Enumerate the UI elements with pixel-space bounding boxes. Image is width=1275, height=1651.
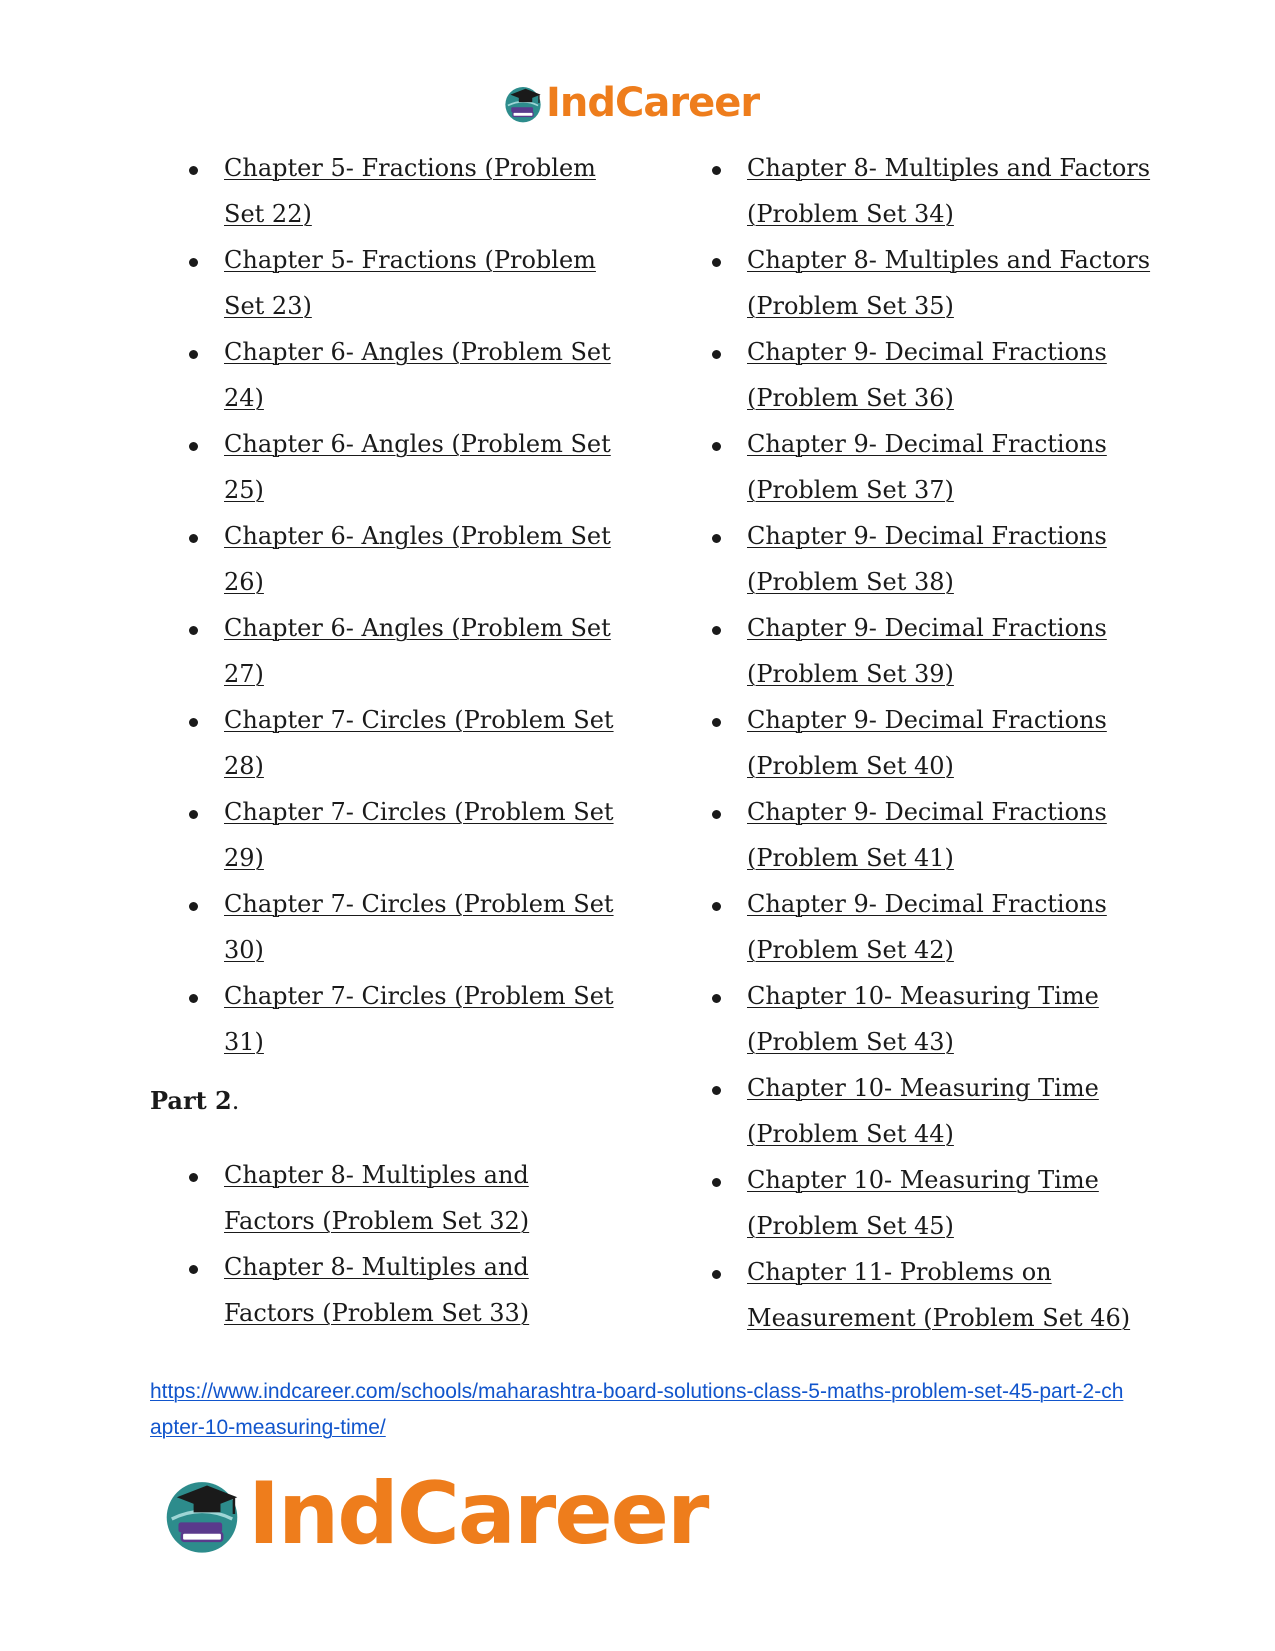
- bullet-icon: [189, 902, 198, 911]
- list-item: [703, 881, 1162, 973]
- chapter-link[interactable]: Chapter 9- Decimal Fractions (Problem Set 36): [747, 338, 1107, 412]
- list-item: [180, 605, 619, 697]
- list-item: [180, 973, 619, 1065]
- bullet-icon: [189, 810, 198, 819]
- chapter-link[interactable]: Chapter 8- Multiples and Factors (Problem Set 34): [747, 154, 1151, 228]
- chapter-link[interactable]: Chapter 9- Decimal Fractions (Problem Set 38): [747, 522, 1107, 596]
- bullet-icon: [712, 810, 721, 819]
- chapter-link[interactable]: Chapter 7- Circles (Problem Set 31): [224, 982, 614, 1056]
- chapter-link[interactable]: Chapter 10- Measuring Time (Problem Set 44): [747, 1074, 1099, 1148]
- list-item: [703, 789, 1162, 881]
- list-item: [703, 421, 1162, 513]
- bullet-icon: [189, 534, 198, 543]
- bullet-icon: [189, 994, 198, 1003]
- list-item: [703, 237, 1162, 329]
- part-2-heading-suffix: .: [231, 1087, 240, 1115]
- bullet-icon: [712, 902, 721, 911]
- chapter-link[interactable]: Chapter 9- Decimal Fractions (Problem Set 41): [747, 798, 1107, 872]
- list-item: [180, 789, 619, 881]
- source-url-link[interactable]: https://www.indcareer.com/schools/maharashtra-board-solutions-class-5-maths-problem-set-45-part-2-chapter-10-measuring-time/: [150, 1380, 1124, 1439]
- bullet-icon: [712, 534, 721, 543]
- bullet-icon: [189, 1173, 198, 1182]
- list-item: [703, 1249, 1162, 1341]
- list-item: [180, 1152, 620, 1244]
- list-item: [703, 513, 1162, 605]
- chapter-link[interactable]: Chapter 6- Angles (Problem Set 25): [224, 430, 611, 504]
- chapter-link[interactable]: Chapter 7- Circles (Problem Set 28): [224, 706, 614, 780]
- logo-text: IndCareer: [248, 1464, 708, 1564]
- bullet-icon: [712, 258, 721, 267]
- chapter-link[interactable]: Chapter 9- Decimal Fractions (Problem Set 42): [747, 890, 1107, 964]
- list-item: [703, 329, 1162, 421]
- bullet-icon: [712, 1086, 721, 1095]
- graduation-cap-books-globe-icon: [502, 82, 544, 124]
- chapter-link[interactable]: Chapter 6- Angles (Problem Set 26): [224, 522, 611, 596]
- bullet-icon: [712, 166, 721, 175]
- part-2-heading: [150, 1086, 239, 1116]
- bullet-icon: [712, 1270, 721, 1279]
- footer-logo: [160, 1466, 707, 1562]
- bullet-icon: [712, 350, 721, 359]
- chapter-link[interactable]: Chapter 5- Fractions (Problem Set 22): [224, 154, 596, 228]
- chapter-link[interactable]: Chapter 10- Measuring Time (Problem Set 43): [747, 982, 1099, 1056]
- list-item: [180, 513, 619, 605]
- bullet-icon: [712, 626, 721, 635]
- bullet-icon: [712, 442, 721, 451]
- list-item: [703, 1157, 1162, 1249]
- list-item: [180, 145, 619, 237]
- part-2-section: [180, 1152, 620, 1336]
- bullet-icon: [189, 166, 198, 175]
- left-chapter-list: [180, 145, 620, 1065]
- list-item: [703, 973, 1162, 1065]
- chapter-link[interactable]: Chapter 7- Circles (Problem Set 30): [224, 890, 614, 964]
- bullet-icon: [712, 718, 721, 727]
- bullet-icon: [189, 718, 198, 727]
- list-item: [180, 881, 619, 973]
- list-item: [703, 605, 1162, 697]
- chapter-link[interactable]: Chapter 10- Measuring Time (Problem Set 45): [747, 1166, 1099, 1240]
- chapter-link[interactable]: Chapter 8- Multiples and Factors (Problem Set 33): [224, 1253, 530, 1327]
- chapter-link[interactable]: Chapter 6- Angles (Problem Set 24): [224, 338, 611, 412]
- list-item: [703, 145, 1162, 237]
- list-item: [180, 697, 619, 789]
- part-2-heading-text: Part 2: [150, 1086, 232, 1115]
- source-url-block: [150, 1374, 1130, 1446]
- chapter-link[interactable]: Chapter 9- Decimal Fractions (Problem Set 39): [747, 614, 1107, 688]
- chapter-link[interactable]: Chapter 7- Circles (Problem Set 29): [224, 798, 614, 872]
- list-item: [180, 329, 619, 421]
- right-column: [703, 145, 1163, 1341]
- list-item: [180, 1244, 620, 1336]
- chapter-link[interactable]: Chapter 5- Fractions (Problem Set 23): [224, 246, 596, 320]
- list-item: [703, 697, 1162, 789]
- bullet-icon: [189, 1265, 198, 1274]
- right-chapter-list: [703, 145, 1163, 1341]
- graduation-cap-books-globe-icon: [160, 1472, 244, 1556]
- bullet-icon: [712, 1178, 721, 1187]
- chapter-link[interactable]: Chapter 8- Multiples and Factors (Problem Set 35): [747, 246, 1151, 320]
- bullet-icon: [189, 442, 198, 451]
- list-item: [180, 237, 619, 329]
- list-item: [180, 421, 619, 513]
- bullet-icon: [189, 258, 198, 267]
- chapter-link[interactable]: Chapter 11- Problems on Measurement (Problem Set 46): [747, 1258, 1131, 1332]
- chapter-link[interactable]: Chapter 6- Angles (Problem Set 27): [224, 614, 611, 688]
- chapter-link[interactable]: Chapter 9- Decimal Fractions (Problem Set 37): [747, 430, 1107, 504]
- bullet-icon: [712, 994, 721, 1003]
- chapter-link[interactable]: Chapter 8- Multiples and Factors (Problem Set 32): [224, 1161, 530, 1235]
- list-item: [703, 1065, 1162, 1157]
- bullet-icon: [189, 626, 198, 635]
- bullet-icon: [189, 350, 198, 359]
- logo-text: IndCareer: [546, 80, 760, 126]
- chapter-link[interactable]: Chapter 9- Decimal Fractions (Problem Set 40): [747, 706, 1107, 780]
- header-logo: [502, 80, 759, 126]
- part-2-chapter-list: [180, 1152, 620, 1336]
- left-column: [180, 145, 620, 1065]
